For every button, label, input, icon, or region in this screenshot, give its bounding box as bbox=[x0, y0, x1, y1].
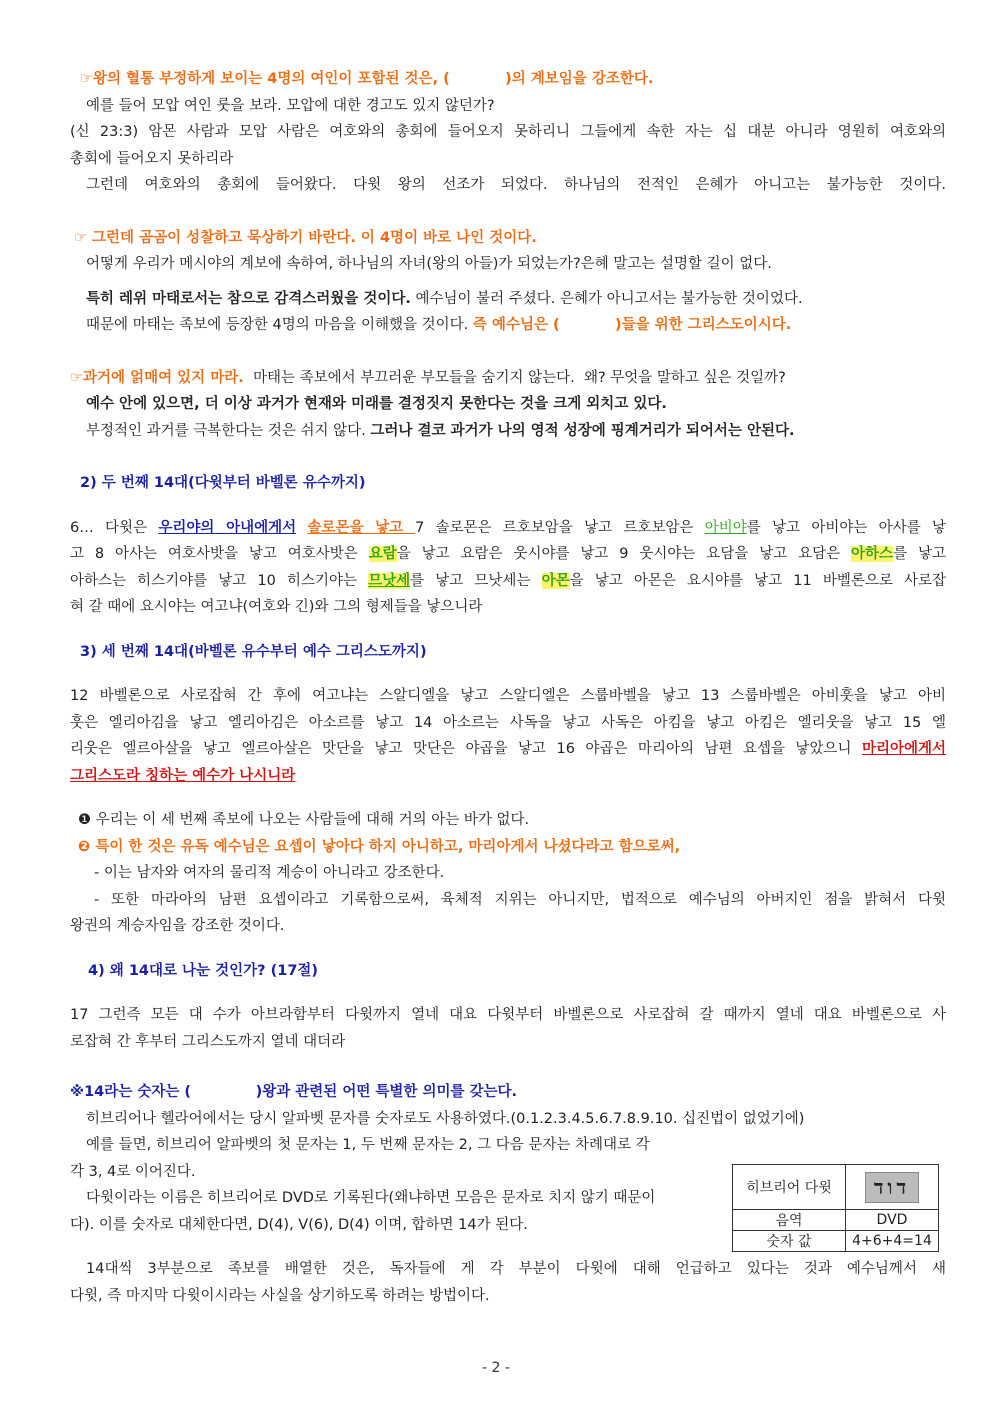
section1-line4: 그런데 여호와의 총회에 들어왔다. 다윗 왕의 선조가 되었다. 하나님의 전적인 은혜가 아니고는 불가능한 것이다. bbox=[86, 177, 946, 193]
section2-line3: 때문에 마태는 족보에 등장한 4명의 마음을 이해했을 것이다. 즉 예수님은 ( )들을 위한 그리스도이시다. bbox=[86, 317, 792, 333]
second-14-heading: 2) 두 번째 14대(다윗부터 바벨론 유수까지) bbox=[80, 475, 366, 491]
third-14-point3: - 이는 남자와 여자의 물리적 계승이 아니라고 강조한다. bbox=[94, 865, 445, 881]
third-14-point2: ❷ 특이 한 것은 유독 예수님은 요셉이 낳아다 하지 아니하고, 마리아게서 나셨다라고 함으로써, bbox=[78, 838, 681, 855]
second-14-verse-line4: 혀 갈 때에 요시야는 여고냐(여호와 긴)와 그의 형제들을 낳으니라 bbox=[70, 599, 483, 615]
hebrew-david-table bbox=[732, 1164, 939, 1252]
third-14-heading: 3) 세 번째 14대(바벨론 유수부터 예수 그리스도까지) bbox=[80, 643, 427, 660]
table-row bbox=[733, 1231, 939, 1252]
page-number: - 2 - bbox=[482, 1360, 510, 1376]
section1-line2: (신 23:3) 암몬 사람과 모압 사람은 여호와의 총회에 들어오지 못하리니 그들에게 속한 자는 십 대분 아니라 영원히 여호와의 bbox=[70, 124, 946, 140]
table-hebrew-image-cell bbox=[846, 1165, 939, 1210]
table-row bbox=[733, 1165, 939, 1210]
section1-line1: 예를 들어 모압 여인 룻을 보라. 모압에 대한 경고도 있지 않던가? bbox=[86, 97, 495, 114]
section1-line3: 총회에 들어오지 못하리라 bbox=[70, 150, 234, 167]
number-14-line4: 다윗이라는 이름은 히브리어로 DVD로 기록된다(왜냐하면 모음은 문자로 치지 않기 때문이 bbox=[86, 1190, 656, 1206]
why-14-heading: 4) 왜 14대로 나눈 것인가? (17절) bbox=[88, 962, 319, 979]
why-14-verse-line2: 로잡혀 간 후부터 그리스도까지 열네 대더라 bbox=[70, 1033, 346, 1050]
number-14-line2: 예를 들면, 히브리어 알파벳의 첫 문자는 1, 두 번째 문자는 2, 그 다음 문자는 차례대로 각 bbox=[86, 1137, 650, 1153]
third-14-point5: 왕권의 계승자임을 강조한 것이다. bbox=[70, 918, 285, 934]
number-14-line1: 히브리어나 헬라어에서는 당시 알파벳 문자를 숫자로도 사용하였다.(0.1.2.3.4.5.6.7.8.9.10. 십진법이 없었기에) bbox=[86, 1110, 805, 1127]
third-14-verse-line1: 12 바벨론으로 사로잡혀 간 후에 여고냐는 스알디엘을 낳고 스알디엘은 스룹바벨을 낳고 13 스룹바벨은 아비훗을 낳고 아비 bbox=[70, 688, 946, 704]
section1-heading: ☞왕의 혈통 부정하게 보이는 4명의 여인이 포함된 것은, ( )의 계보임을 강조한다. bbox=[80, 71, 654, 87]
table-label-numeric-value: 숫자 값 bbox=[733, 1231, 846, 1252]
section3-heading: ☞과거에 얽매여 있지 마라. 마태는 족보에서 부끄러운 부모들을 숨기지 않는다. 왜? 무엇을 말하고 싶은 것일까? bbox=[70, 369, 786, 386]
document-page bbox=[70, 66, 946, 1309]
why-14-verse-line1: 17 그런즉 모든 대 수가 아브라함부터 다윗까지 열네 대요 다윗부터 바벨론으로 사로잡혀 갈 때까지 열네 대요 바벨론으로 사 bbox=[70, 1007, 946, 1023]
section2-line2: 특히 레위 마태로서는 참으로 감격스러웠을 것이다. 예수님이 불러 주셨다. 은혜가 아니고서는 불가능한 것이었다. bbox=[86, 290, 803, 307]
third-14-verse-line3: 리웃은 엘르아살을 낳고 엘르아살은 맛단을 낳고 맛단은 야곱을 낳고 16 야곱은 마리아의 남편 요셉을 낳았으니 마리아에게서 bbox=[70, 741, 946, 757]
third-14-point4: - 또한 마라아의 남편 요셉이라고 기록함으로써, 육체적 지위는 아니지만, 법적으로 예수님의 아버지인 점을 밝혀서 다윗 bbox=[94, 891, 946, 908]
section3-line2: 부정적인 과거를 극복한다는 것은 쉬지 않다. 그러나 결코 과거가 나의 영적 성장에 핑계거리가 되어서는 안된다. bbox=[86, 422, 795, 439]
second-14-verse-line1: 6… 다윗은 우리야의 아내에게서 솔로몬을 낳고 7 솔로몬은 르호보암을 낳고 르호보암은 아비야를 낳고 아비야는 아사를 낳 bbox=[70, 519, 947, 536]
table-value-numeric-value: 4+6+4=14 bbox=[846, 1231, 939, 1252]
table-label-hebrew-david: 히브리어 다윗 bbox=[733, 1165, 846, 1210]
number-14-line7: 다윗, 즉 마지막 다윗이시라는 사실을 상기하도록 하려는 방법이다. bbox=[70, 1287, 490, 1304]
table-value-transliteration: DVD bbox=[846, 1210, 939, 1231]
number-14-line3: 각 3, 4로 이어진다. bbox=[70, 1163, 196, 1180]
table-row bbox=[733, 1210, 939, 1231]
section2-heading: ☞ 그런데 곰곰이 성찰하고 묵상하기 바란다. 이 4명이 바로 나인 것이다. bbox=[74, 229, 537, 246]
second-14-verse-line2: 고 8 아사는 여호사밧을 낳고 여호사밧은 요람을 낳고 요람은 웃시야를 낳고 9 웃시야는 요담을 낳고 요담은 아하스를 낳고 bbox=[70, 546, 946, 562]
number-14-line5: 다). 이를 숫자로 대체한다면, D(4), V(6), D(4) 이며, 합하면 14가 된다. bbox=[70, 1216, 528, 1233]
table-label-transliteration: 음역 bbox=[733, 1210, 846, 1231]
second-14-verse-line3: 아하스는 히스기야를 낳고 10 히스기야는 므낫세를 낳고 므낫세는 아몬을 낳고 아몬은 요시야를 낳고 11 바벨론으로 사로잡 bbox=[70, 572, 946, 589]
third-14-verse-line2: 훗은 엘리아김을 낳고 엘리아김은 아소르를 낳고 14 아소르는 사독을 낳고 사독은 아킴을 낳고 아킴은 엘리웃을 낳고 15 엘 bbox=[70, 714, 946, 731]
section3-line1: 예수 안에 있으면, 더 이상 과거가 현재와 미래를 결정짓지 못한다는 것을 크게 외치고 있다. bbox=[86, 396, 667, 412]
third-14-point1: ❶ 우리는 이 세 번째 족보에 나오는 사람들에 대해 거의 아는 바가 없다. bbox=[78, 812, 530, 828]
number-14-heading: ※14라는 숫자는 ( )왕과 관련된 어떤 특별한 의미를 갖는다. bbox=[70, 1084, 518, 1100]
hebrew-david-glyph: דוד bbox=[865, 1172, 919, 1203]
number-14-line6: 14대씩 3부분으로 족보를 배열한 것은, 독자들에 게 각 부분이 다윗에 대해 언급하고 있다는 것과 예수님께서 새 bbox=[86, 1261, 946, 1277]
section2-line1: 어떻게 우리가 메시야의 계보에 속하여, 하나님의 자녀(왕의 아들)가 되었는가?은혜 말고는 설명할 길이 없다. bbox=[86, 256, 772, 272]
third-14-verse-line4: 그리스도라 칭하는 예수가 나시니라 bbox=[70, 767, 296, 784]
